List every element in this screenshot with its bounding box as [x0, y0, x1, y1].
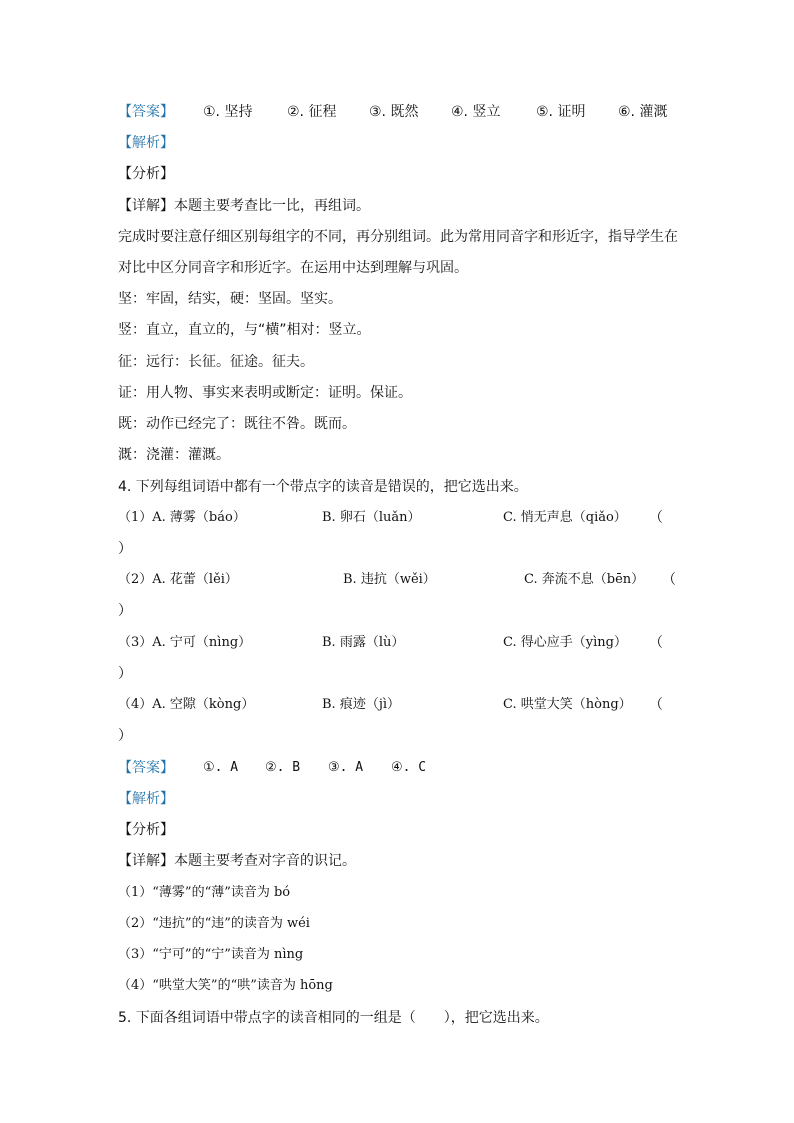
q4-answer-tag: 【答案】 [118, 760, 174, 776]
q4-xiangjie-line [118, 851, 356, 871]
q3-paragraph-line-1: 完成时要注意仔细区别每组字的不同，再分别组词。此为常用同音字和形近字，指导学生在 [118, 229, 678, 245]
q4-answer-4: ④. C [391, 760, 427, 775]
q4-note-4: （4）“哄堂大笑”的“哄”读音为 hōng [118, 978, 333, 993]
xiangjie-tag: 【详解】 [118, 198, 174, 214]
q4-item4-option-b: B. 痕迹（jì） [322, 697, 401, 712]
q4-answer-1: ①. A [203, 760, 239, 775]
q4-note-1: （1）“薄雾”的“薄”读音为 bó [118, 885, 291, 900]
q4-note-3: （3）“宁可”的“宁”读音为 nìng [118, 947, 304, 962]
q3-fenxi-tag: 【分析】 [118, 166, 174, 182]
q4-item4-paren-close: ） [118, 728, 132, 744]
q4-item2-option-b: B. 违抗（wěi） [343, 572, 436, 587]
q4-item3-option-c: C. 得心应手（yìng） [503, 635, 627, 650]
q4-item4-option-c: C. 哄堂大笑（hòng） [503, 697, 632, 712]
q3-def-gai: 溉：浇灌：灌溉。 [118, 447, 230, 463]
q4-note-2: （2）“违抗”的“违”的读音为 wéi [118, 916, 310, 931]
q3-answer-1: ①. 坚持 [203, 104, 253, 120]
q3-def-jian: 坚：牢固，结实，硬：坚固。坚实。 [118, 291, 342, 307]
q4-answer-2: ②. B [265, 760, 301, 775]
q4-jiexi-tag: 【解析】 [118, 791, 174, 807]
q4-item4-paren-open: （ [649, 697, 663, 713]
q4-item2-paren-close: ） [118, 603, 132, 619]
xiangjie-text: 本题主要考查对字音的识记。 [174, 853, 356, 869]
q3-answer-3: ③. 既然 [369, 104, 419, 120]
q3-def-shu: 竖：直立，直立的，与“横”相对：竖立。 [118, 322, 371, 338]
q3-answer-2: ②. 征程 [287, 104, 337, 120]
q3-def-ji: 既：动作已经完了：既往不咎。既而。 [118, 416, 356, 432]
q4-fenxi-tag: 【分析】 [118, 822, 174, 838]
q4-item1-paren-open: （ [649, 510, 663, 526]
xiangjie-tag: 【详解】 [118, 853, 174, 869]
q4-question: 4. 下列每组词语中都有一个带点字的读音是错误的，把它选出来。 [118, 479, 528, 495]
q4-item1-option-c: C. 悄无声息（qiǎo） [503, 510, 627, 525]
q4-item3-option-a: （3）A. 宁可（nìng） [118, 635, 252, 650]
q4-item4-option-a: （4）A. 空隙（kòng） [118, 697, 255, 712]
q4-answer-3: ③. A [328, 760, 364, 775]
q3-answer-5: ⑤. 证明 [536, 104, 586, 120]
answer-tag: 【答案】 [118, 104, 174, 120]
q4-item2-option-a: （2）A. 花蕾（lěi） [118, 572, 238, 587]
q4-item2-option-c: C. 奔流不息（bēn） [524, 572, 645, 587]
q3-jiexi-tag: 【解析】 [118, 135, 174, 151]
q3-answer-line [118, 102, 174, 122]
xiangjie-text: 本题主要考查比一比，再组词。 [174, 198, 370, 214]
q4-item1-option-b: B. 卵石（luǎn） [322, 510, 421, 525]
q5-question: 5. 下面各组词语中带点字的读音相同的一组是（ ），把它选出来。 [118, 1010, 549, 1026]
q4-item1-paren-close: ） [118, 541, 132, 557]
q3-def-zheng-ming: 证：用人物、事实来表明或断定：证明。保证。 [118, 385, 412, 401]
q4-item3-option-b: B. 雨露（lù） [322, 635, 405, 650]
q3-answer-4: ④. 竖立 [451, 104, 501, 120]
q4-item1-option-a: （1）A. 薄雾（báo） [118, 510, 246, 525]
q3-xiangjie-line [118, 196, 370, 216]
q3-paragraph-line-2: 对比中区分同音字和形近字。在运用中达到理解与巩固。 [118, 260, 468, 276]
q3-answer-6: ⑥. 灌溉 [618, 104, 668, 120]
q4-item3-paren-close: ） [118, 666, 132, 682]
q4-item3-paren-open: （ [649, 635, 663, 651]
q3-def-zheng: 征：远行：长征。征途。征夫。 [118, 354, 314, 370]
q4-item2-paren-open: （ [662, 572, 676, 588]
